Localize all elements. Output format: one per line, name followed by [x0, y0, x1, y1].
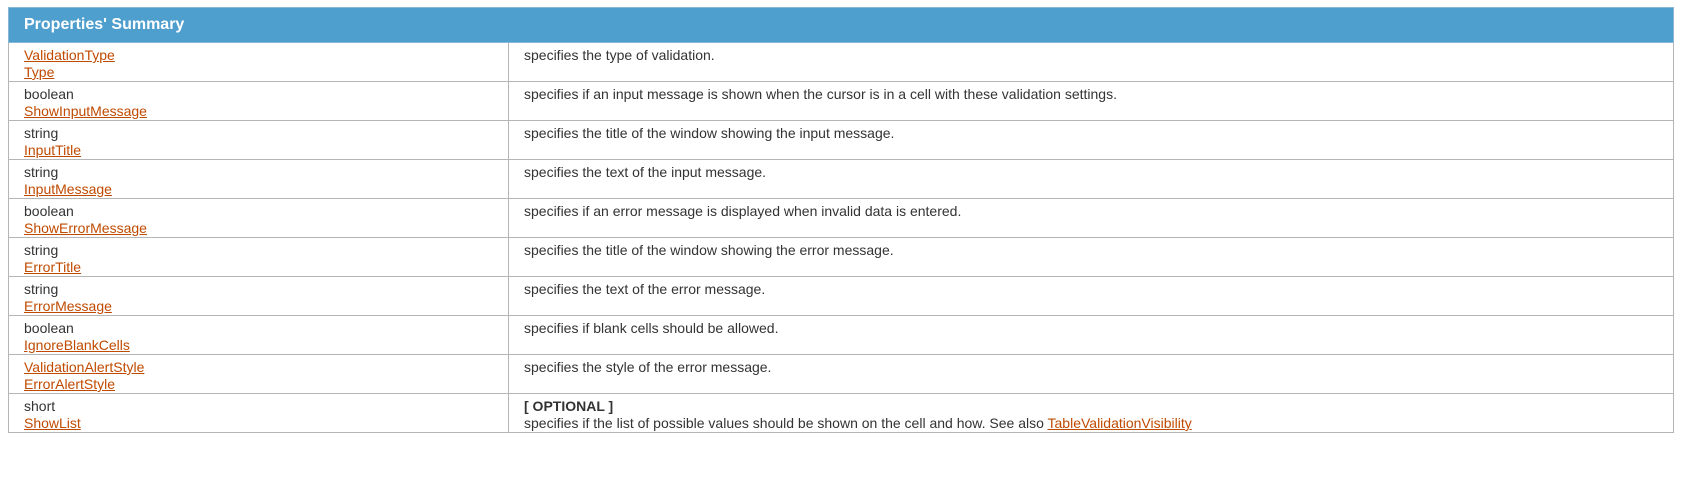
property-name-link[interactable]: ShowList	[24, 415, 81, 431]
property-cell	[9, 121, 509, 160]
property-name-link[interactable]: ErrorMessage	[24, 298, 112, 314]
property-cell	[9, 43, 509, 82]
description-text: specifies if blank cells should be allowed.	[524, 320, 779, 336]
type-label: boolean	[24, 86, 74, 102]
description-text: specifies if an error message is displayed when invalid data is entered.	[524, 203, 962, 219]
property-cell	[9, 277, 509, 316]
description-text: specifies the type of validation.	[524, 47, 715, 63]
description-text: specifies if an input message is shown when the cursor is in a cell with these validation settings.	[524, 86, 1117, 102]
property-cell	[9, 160, 509, 199]
type-label: string	[24, 242, 59, 258]
property-name-link[interactable]: ErrorAlertStyle	[24, 376, 116, 392]
property-name-link[interactable]: ShowErrorMessage	[24, 220, 147, 236]
table-row	[9, 121, 1674, 160]
property-name-link[interactable]: InputTitle	[24, 142, 82, 158]
description-cell	[509, 121, 1674, 160]
property-cell	[9, 316, 509, 355]
description-text: specifies the text of the input message.	[524, 164, 767, 180]
description-cell	[509, 277, 1674, 316]
see-also-link[interactable]: TableValidationVisibility	[1047, 415, 1192, 431]
description-text: specifies the title of the window showing the error message.	[524, 242, 894, 258]
description-cell	[509, 355, 1674, 394]
table-row	[9, 277, 1674, 316]
description-text: specifies the text of the error message.	[524, 281, 766, 297]
property-name-link[interactable]: IgnoreBlankCells	[24, 337, 130, 353]
table-row	[9, 199, 1674, 238]
description-text: specifies the title of the window showing the input message.	[524, 125, 895, 141]
property-name-link[interactable]: InputMessage	[24, 181, 112, 197]
properties-summary-table	[8, 7, 1674, 433]
table-row	[9, 82, 1674, 121]
table-title: Properties' Summary	[9, 8, 1674, 43]
property-cell	[9, 394, 509, 433]
table-row	[9, 355, 1674, 394]
description-cell	[509, 43, 1674, 82]
description-cell	[509, 394, 1674, 433]
table-row	[9, 43, 1674, 82]
property-cell	[9, 238, 509, 277]
property-cell	[9, 355, 509, 394]
type-link[interactable]: ValidationAlertStyle	[24, 359, 145, 375]
description-cell	[509, 316, 1674, 355]
optional-badge: [ OPTIONAL ]	[524, 398, 614, 414]
property-cell	[9, 82, 509, 121]
type-link[interactable]: ValidationType	[24, 47, 115, 63]
type-label: boolean	[24, 203, 74, 219]
table-row	[9, 160, 1674, 199]
property-name-link[interactable]: Type	[24, 64, 55, 80]
type-label: string	[24, 164, 59, 180]
table-body	[9, 43, 1674, 433]
description-cell	[509, 160, 1674, 199]
property-name-link[interactable]: ErrorTitle	[24, 259, 82, 275]
description-cell	[509, 82, 1674, 121]
property-name-link[interactable]: ShowInputMessage	[24, 103, 147, 119]
description-cell	[509, 238, 1674, 277]
type-label: string	[24, 125, 59, 141]
table-row	[9, 238, 1674, 277]
type-label: string	[24, 281, 59, 297]
type-label: short	[24, 398, 56, 414]
type-label: boolean	[24, 320, 74, 336]
table-row	[9, 394, 1674, 433]
description-cell	[509, 199, 1674, 238]
description-text: specifies the style of the error message.	[524, 359, 772, 375]
property-cell	[9, 199, 509, 238]
table-header-row	[9, 8, 1674, 43]
table-row	[9, 316, 1674, 355]
description-text: specifies if the list of possible values should be shown on the cell and how. See also	[524, 415, 1048, 431]
